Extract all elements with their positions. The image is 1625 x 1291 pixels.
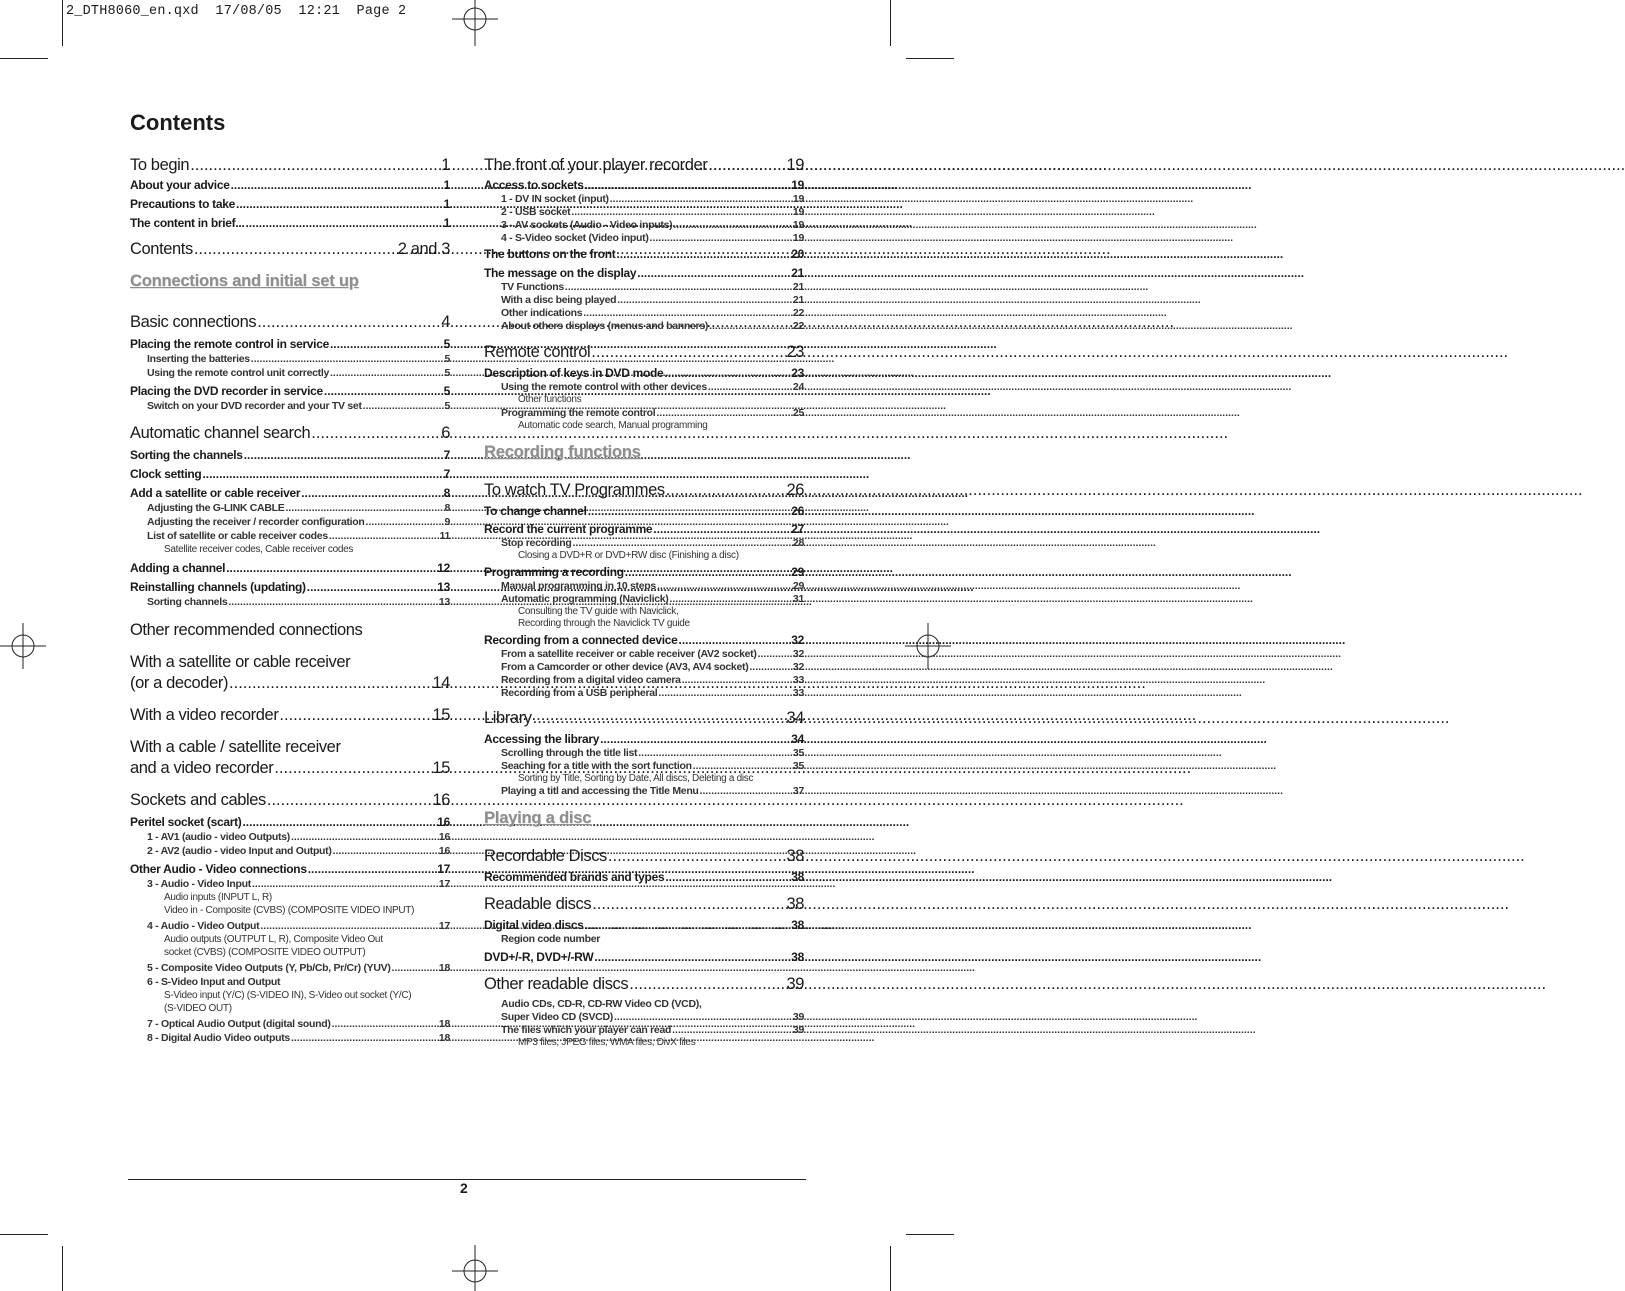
toc-entry[interactable]: With a video recorder ..... 15 bbox=[130, 706, 450, 725]
toc-entry[interactable]: Adjusting the G-LINK CABLE ..... 8 bbox=[130, 502, 450, 514]
toc-entry[interactable]: Description of keys in DVD mode ..... 23 bbox=[484, 366, 804, 380]
toc-entry[interactable]: Recordable Discs ..... 38 bbox=[484, 847, 804, 866]
registration-mark-icon bbox=[0, 623, 46, 669]
toc-subnote: Other functions bbox=[518, 394, 582, 405]
toc-entry[interactable]: Sorting the channels ..... 7 bbox=[130, 448, 450, 462]
toc-entry[interactable]: Digital video discs ..... 38 bbox=[484, 918, 804, 932]
registration-mark-icon bbox=[452, 1245, 498, 1291]
toc-entry[interactable]: Recording from a connected device ..... 32 bbox=[484, 633, 804, 647]
toc-entry[interactable]: Recording from a USB peripheral ..... 33 bbox=[484, 687, 804, 699]
toc-subnote: Sorting by Title, Sorting by Date, All discs, Deleting a disc bbox=[518, 773, 754, 784]
toc-entry[interactable]: Using the remote control unit correctly ..... 5 bbox=[130, 367, 450, 379]
toc-entry[interactable]: 1 - DV IN socket (input) ..... 19 bbox=[484, 193, 804, 205]
toc-entry[interactable]: Basic connections ..... 4 bbox=[130, 313, 450, 332]
toc-entry[interactable]: With a disc being played ..... 21 bbox=[484, 294, 804, 306]
print-slug: 2_DTH8060_en.qxd 17/08/05 12:21 Page 2 bbox=[66, 4, 407, 19]
toc-subnote: (S-VIDEO OUT) bbox=[164, 1003, 232, 1014]
toc-entry[interactable]: Manual programming in 10 steps ..... 29 bbox=[484, 580, 804, 592]
toc-entry[interactable]: Region code number bbox=[501, 933, 601, 945]
toc-entry[interactable]: 2 - USB socket ..... 19 bbox=[484, 206, 804, 218]
toc-entry[interactable]: Placing the remote control in service ..... 5 bbox=[130, 337, 450, 351]
toc-entry[interactable]: Seaching for a title with the sort function ..... 35 bbox=[484, 760, 804, 772]
crop-mark bbox=[906, 1234, 954, 1235]
crop-mark bbox=[890, 0, 891, 46]
toc-entry[interactable]: The buttons on the front ..... 20 bbox=[484, 247, 804, 261]
toc-entry[interactable]: and a video recorder ..... 15 bbox=[130, 759, 450, 778]
toc-entry[interactable]: About others displays (menus and banners) ..... 22 bbox=[484, 320, 804, 332]
toc-entry[interactable]: Contents ..... 2 and 3 bbox=[130, 240, 450, 259]
toc-entry[interactable]: Add a satellite or cable receiver ..... 8 bbox=[130, 486, 450, 500]
toc-entry[interactable]: 5 - Composite Video Outputs (Y, Pb/Cb, Pr/Cr) (YUV) ..... 18 bbox=[130, 962, 450, 974]
toc-entry[interactable]: 3 - AV sockets (Audio - Video inputs) ..... 19 bbox=[484, 219, 804, 231]
toc-entry[interactable]: Other indications ..... 22 bbox=[484, 307, 804, 319]
toc-entry[interactable]: Programming a recording ..... 29 bbox=[484, 565, 804, 579]
toc-entry[interactable]: Inserting the batteries ..... 5 bbox=[130, 353, 450, 365]
toc-entry[interactable]: Super Video CD (SVCD) ..... 39 bbox=[484, 1011, 804, 1023]
toc-entry[interactable]: 1 - AV1 (audio - video Outputs) ..... 16 bbox=[130, 831, 450, 843]
toc-entry[interactable]: 8 - Digital Audio Video outputs ..... 18 bbox=[130, 1032, 450, 1044]
toc-entry[interactable]: Other readable discs ..... 39 bbox=[484, 975, 804, 994]
toc-left-column bbox=[130, 156, 450, 1044]
crop-mark bbox=[0, 1234, 48, 1235]
toc-entry[interactable]: Accessing the library ..... 34 bbox=[484, 732, 804, 746]
toc-entry[interactable]: Scrolling through the title list ..... 35 bbox=[484, 747, 804, 759]
toc-heading[interactable]: With a satellite or cable receiver bbox=[130, 653, 351, 671]
toc-entry[interactable]: DVD+/-R, DVD+/-RW ..... 38 bbox=[484, 950, 804, 964]
section-heading[interactable]: Playing a disc bbox=[484, 809, 592, 827]
toc-subnote: Closing a DVD+R or DVD+RW disc (Finishing a disc) bbox=[518, 550, 739, 561]
toc-entry[interactable]: Library ..... 34 bbox=[484, 709, 804, 728]
toc-entry[interactable]: 7 - Optical Audio Output (digital sound) ..... 18 bbox=[130, 1018, 450, 1030]
crop-mark bbox=[62, 1246, 63, 1291]
toc-entry[interactable]: Playing a titl and accessing the Title Menu ..... 37 bbox=[484, 785, 804, 797]
toc-entry[interactable]: Programming the remote control ..... 25 bbox=[484, 407, 804, 419]
toc-subnote: socket (CVBS) (COMPOSITE VIDEO OUTPUT) bbox=[164, 947, 366, 958]
crop-mark bbox=[0, 58, 48, 59]
toc-entry[interactable]: TV Functions ..... 21 bbox=[484, 281, 804, 293]
toc-entry[interactable]: To begin ..... 1 bbox=[130, 156, 450, 175]
toc-subnote: Automatic code search, Manual programming bbox=[518, 420, 708, 431]
page-title: Contents bbox=[130, 110, 226, 135]
toc-entry[interactable]: Placing the DVD recorder in service ..... 5 bbox=[130, 384, 450, 398]
crop-mark bbox=[890, 1246, 891, 1291]
toc-entry[interactable]: From a satellite receiver or cable receiver (AV2 socket) ..... 32 bbox=[484, 648, 804, 660]
toc-entry[interactable]: Recommended brands and types ..... 38 bbox=[484, 870, 804, 884]
crop-mark bbox=[62, 0, 63, 46]
toc-entry[interactable]: Recording from a digital video camera ..... 33 bbox=[484, 674, 804, 686]
section-heading[interactable]: Recording functions bbox=[484, 443, 641, 461]
toc-entry[interactable]: From a Camcorder or other device (AV3, AV4 socket) ..... 32 bbox=[484, 661, 804, 673]
section-heading[interactable]: Connections and initial set up bbox=[130, 272, 359, 290]
toc-entry[interactable]: The content in brief... ..... 1 bbox=[130, 216, 450, 230]
registration-mark-icon bbox=[452, 0, 498, 46]
toc-subnote: MP3 files, JPEG files, WMA files, DivX files bbox=[518, 1037, 696, 1048]
toc-entry[interactable]: About your advice ..... 1 bbox=[130, 178, 450, 192]
toc-right-column bbox=[484, 156, 804, 1048]
toc-entry[interactable]: To watch TV Programmes ..... 26 bbox=[484, 481, 804, 500]
toc-entry[interactable]: The files which your player can read ..... 39 bbox=[484, 1024, 804, 1036]
toc-entry[interactable]: The message on the display ..... 21 bbox=[484, 266, 804, 280]
toc-entry[interactable]: Stop recording ..... 28 bbox=[484, 537, 804, 549]
page-number: 2 bbox=[460, 1180, 468, 1196]
toc-subnote: Video in - Composite (CVBS) (COMPOSITE VIDEO INPUT) bbox=[164, 905, 415, 916]
toc-entry[interactable]: Switch on your DVD recorder and your TV set ..... 5 bbox=[130, 400, 450, 412]
toc-entry[interactable]: 3 - Audio - Video Input ..... 17 bbox=[130, 878, 450, 890]
toc-entry[interactable]: Adding a channel ..... 12 bbox=[130, 561, 450, 575]
toc-entry[interactable]: 6 - S-Video Input and Output bbox=[147, 976, 281, 988]
toc-entry[interactable]: Sockets and cables ..... 16 bbox=[130, 791, 450, 810]
toc-entry[interactable]: List of satellite or cable receiver codes ..... 11 bbox=[130, 530, 450, 542]
toc-subnote: Satellite receiver codes, Cable receiver codes bbox=[164, 544, 354, 555]
toc-entry[interactable]: Access to sockets ..... 19 bbox=[484, 178, 804, 192]
toc-entry[interactable]: Remote control ..... 23 bbox=[484, 343, 804, 362]
toc-entry[interactable]: Using the remote control with other devices ..... 24 bbox=[484, 381, 804, 393]
toc-entry[interactable]: 4 - S-Video socket (Video input) ..... 19 bbox=[484, 232, 804, 244]
toc-entry[interactable]: Automatic programming (Naviclick) ..... 31 bbox=[484, 593, 804, 605]
toc-entry[interactable]: Reinstalling channels (updating) ..... 13 bbox=[130, 580, 450, 594]
toc-subnote: Audio outputs (OUTPUT L, R), Composite Video Out bbox=[164, 934, 383, 945]
toc-entry[interactable]: (or a decoder) ..... 14 bbox=[130, 674, 450, 693]
crop-mark bbox=[906, 58, 954, 59]
toc-entry[interactable]: 4 - Audio - Video Output ..... 17 bbox=[130, 920, 450, 932]
toc-entry[interactable]: Peritel socket (scart) ..... 16 bbox=[130, 815, 450, 829]
toc-heading[interactable]: With a cable / satellite receiver bbox=[130, 738, 341, 756]
toc-entry[interactable]: Clock setting ..... 7 bbox=[130, 467, 450, 481]
toc-entry[interactable]: 2 - AV2 (audio - video Input and Output) ..... 16 bbox=[130, 845, 450, 857]
toc-heading[interactable]: Other recommended connections bbox=[130, 621, 363, 639]
toc-subnote: Consulting the TV guide with Naviclick, bbox=[518, 606, 679, 617]
toc-entry[interactable]: The front of your player recorder ..... 19 bbox=[484, 156, 804, 175]
toc-entry[interactable]: To change channel ..... 26 bbox=[484, 504, 804, 518]
toc-subnote: Recording through the Naviclick TV guide bbox=[518, 618, 690, 629]
toc-entry[interactable]: Precautions to take ..... 1 bbox=[130, 197, 450, 211]
toc-entry[interactable]: Record the current programme ..... 27 bbox=[484, 522, 804, 536]
toc-entry[interactable]: Other Audio - Video connections ..... 17 bbox=[130, 862, 450, 876]
toc-entry[interactable]: Readable discs ..... 38 bbox=[484, 895, 804, 914]
toc-subnote: S-Video input (Y/C) (S-VIDEO IN), S-Video out socket (Y/C) bbox=[164, 990, 412, 1001]
toc-entry[interactable]: Automatic channel search ..... 6 bbox=[130, 424, 450, 443]
toc-entry[interactable]: Adjusting the receiver / recorder configuration ..... 9 bbox=[130, 516, 450, 528]
toc-subnote: Audio inputs (INPUT L, R) bbox=[164, 892, 272, 903]
toc-entry[interactable]: Audio CDs, CD-R, CD-RW Video CD (VCD), bbox=[501, 998, 702, 1010]
toc-entry[interactable]: Sorting channels ..... 13 bbox=[130, 596, 450, 608]
